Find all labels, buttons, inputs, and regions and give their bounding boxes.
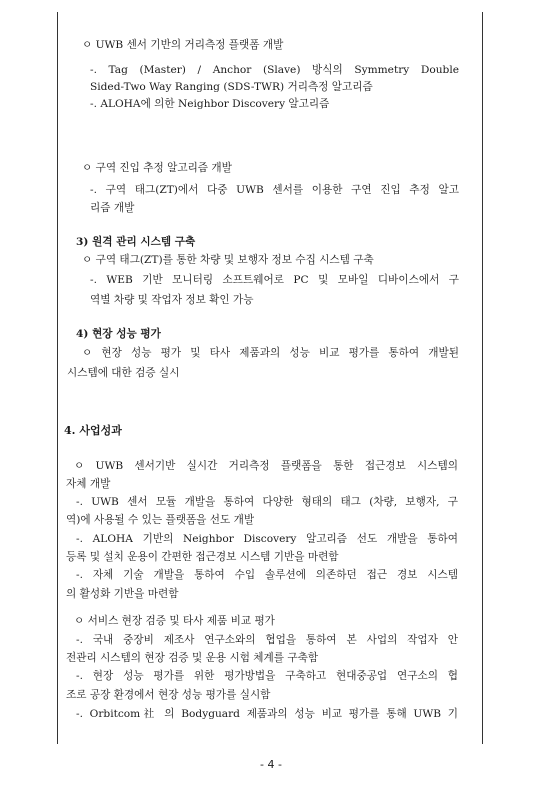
- text-line: 등록 및 설치 운용이 간편한 접근경보 시스템 기반을 마련함: [66, 551, 339, 563]
- section-heading: 3) 원격 관리 시스템 구축: [76, 236, 196, 248]
- text-line: -. Tag (Master) / Anchor (Slave) 방식의 Symmetry Double: [90, 64, 459, 76]
- text-line: -. WEB 기반 모니터링 소프트웨어로 PC 및 모바일 디바이스에서 구: [90, 274, 459, 286]
- page-number: - 4 -: [260, 758, 282, 771]
- text-line: -. 현장 성능 평가를 위한 평가방법을 구축하고 현대중공업 연구소의 협: [76, 670, 458, 682]
- text-line: ㅇ 서비스 현장 검증 및 타사 제품 비교 평가: [74, 615, 275, 627]
- text-line: -. 자체 기술 개발을 통하여 수입 솔루션에 의존하던 접근 경보 시스템: [76, 569, 458, 581]
- main-section-heading: 4. 사업성과: [64, 424, 122, 437]
- text-line: -. ALOHA에 의한 Neighbor Discovery 알고리즘: [90, 98, 330, 110]
- text-line: 의 활성화 기반을 마련함: [66, 588, 179, 600]
- text-line: ㅇ 구역 진입 추정 알고리즘 개발: [82, 162, 232, 174]
- text-line: -. ALOHA 기반의 Neighbor Discovery 알고리즘 선도 개발을 통하여: [76, 533, 458, 545]
- text-line: 리즘 개발: [90, 202, 135, 214]
- text-line: Sided-Two Way Ranging (SDS-TWR) 거리측정 알고리즘: [90, 81, 373, 93]
- text-line: ㅇ 현장 성능 평가 및 타사 제품과의 성능 비교 평가를 통하여 개발된: [82, 347, 459, 359]
- text-line: 전관리 시스템의 현장 검증 및 운용 시험 체계를 구축함: [66, 652, 319, 664]
- text-line: -. UWB 센서 모듈 개발을 통하여 다양한 형태의 태그 (차량, 보행자, 구: [76, 496, 458, 508]
- text-line: -. 구역 태그(ZT)에서 다중 UWB 센서를 이용한 구연 진입 추정 알고: [90, 184, 459, 196]
- text-line: ㅇ UWB 센서기반 실시간 거리측정 플랫폼을 통한 접근경보 시스템의: [74, 460, 458, 472]
- section-heading: 4) 현장 성능 평가: [76, 328, 161, 340]
- text-line: ㅇ 구역 태그(ZT)를 통한 차량 및 보행자 정보 수집 시스템 구축: [82, 254, 374, 266]
- text-line: 조로 공장 환경에서 현장 성능 평가를 실시함: [66, 689, 271, 701]
- text-line: 역)에 사용될 수 있는 플랫폼을 선도 개발: [66, 514, 255, 526]
- text-line: 시스템에 대한 검증 실시: [67, 367, 180, 379]
- text-line: 자체 개발: [66, 478, 111, 490]
- text-line: ㅇ UWB 센서 기반의 거리측정 플랫폼 개발: [82, 39, 284, 51]
- text-line: -. 국내 중장비 제조사 연구소와의 협업을 통하여 본 사업의 작업자 안: [76, 634, 458, 646]
- text-line: -. Orbitcom社 의 Bodyguard 제품과의 성능 비교 평가를 통해 UWB 기: [76, 708, 458, 720]
- text-line: 역별 차량 및 작업자 정보 확인 가능: [90, 294, 254, 306]
